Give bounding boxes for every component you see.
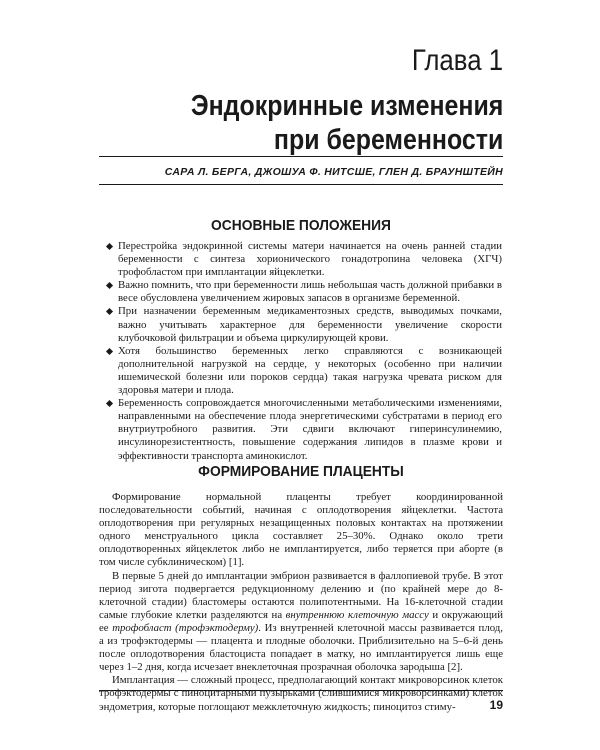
paragraph-2-text-c: . Из внутренней клеточной массы развивается плод, а из трофэктодермы — плацента и плодные оболочки. Приблизительно на 5–6-й день после оплодотворения бластоциста попадает в матку, но имплантируется лишь еще через 1–2 дня, когда исчезает внеклеточная прозрачная оболочка зародыша [2]. <box>99 621 503 674</box>
term-trophoblast: трофобласт (трофэктодерму) <box>112 621 259 634</box>
paragraph-3: Имплантация — сложный процесс, предполагающий контакт микроворсинок клеток трофэктодермы с пиноцитарными пузырьками (слившимися микроворсинками) клеток эндометрия, которые поглощают межклеточную жидкость; пиноцитоз стиму- <box>99 674 503 713</box>
page-number: 19 <box>489 698 503 712</box>
placenta-heading: ФОРМИРОВАНИЕ ПЛАЦЕНТЫ <box>198 463 404 480</box>
paragraph-1: Формирование нормальной плаценты требует координированной последовательности событий, начиная с оплодотворения яйцеклетки. Частота оплодотворения при регулярных незащищенных половых контактах на протяжении одного менструального цикла составляет 25–30%. Однако около трети оплодотворенных яйцеклеток либо не имплантируется, либо теряется при аборте (в том числе субклиническом) [1]. <box>99 491 503 569</box>
key-points-heading: ОСНОВНЫЕ ПОЛОЖЕНИЯ <box>211 217 391 234</box>
chapter-authors: САРА Л. БЕРГА, ДЖОШУА Ф. НИТСШЕ, ГЛЕН Д. БРАУНШТЕЙН <box>164 166 503 178</box>
chapter-title <box>191 89 503 157</box>
chapter-title-line-1: Эндокринные изменения <box>190 90 503 122</box>
key-point-item: Перестройка эндокринной системы матери начинается на очень ранней стадии беременности с синтеза хорионического гонадотропина человека (ХГЧ) трофобластом при имплантации яйцеклетки. <box>106 240 502 279</box>
paragraph-2-text-b: и окружающий ее <box>99 608 503 634</box>
authors-top-rule <box>99 156 503 157</box>
key-point-item: При назначении беременным медикаментозных средств, выводимых почками, важно учитывать характерное для беременности увеличение скорости клубочковой фильтрации и объема циркулирующей крови. <box>106 305 502 344</box>
paragraph-2 <box>99 570 503 675</box>
paragraph-2-text-a: В первые 5 дней до имплантации эмбрион развивается в фаллопиевой трубе. В этот период зигота подвергается редукционному делению и (по крайней мере до 8-клеточной стадии) бластомеры остаются полипотентными. На 16-клеточной стадии самые глубокие клетки разделяются на <box>99 569 503 621</box>
footer-rule <box>99 690 503 691</box>
key-point-item: Беременность сопровождается многочисленными метаболическими изменениями, направленными на обеспечение плода энергетическими субстратами в период его внутриутробного развития. Эти сдвиги включают гиперинсулинемию, инсулинорезистентность, повышение содержания липидов в плазме крови и эффективности транспорта аминокислот. <box>106 397 502 462</box>
chapter-number: Глава 1 <box>411 44 503 77</box>
placenta-body <box>99 491 503 714</box>
key-point-item: Хотя большинство беременных легко справляются с возникающей дополнительной нагрузкой на сердце, у некоторых (особенно при наличии ишемической болезни или пороков сердца) такая нагрузка чревата риском для здоровья матери и плода. <box>106 345 502 397</box>
key-point-item: Важно помнить, что при беременности лишь небольшая часть должной прибавки в весе обусловлена увеличением жировых запасов в организме беременной. <box>106 279 502 305</box>
key-points-list <box>106 240 502 463</box>
chapter-title-line-2: при беременности <box>273 124 503 156</box>
authors-bottom-rule <box>99 184 503 185</box>
term-inner-cell-mass: внутреннюю клеточную массу <box>285 608 429 621</box>
